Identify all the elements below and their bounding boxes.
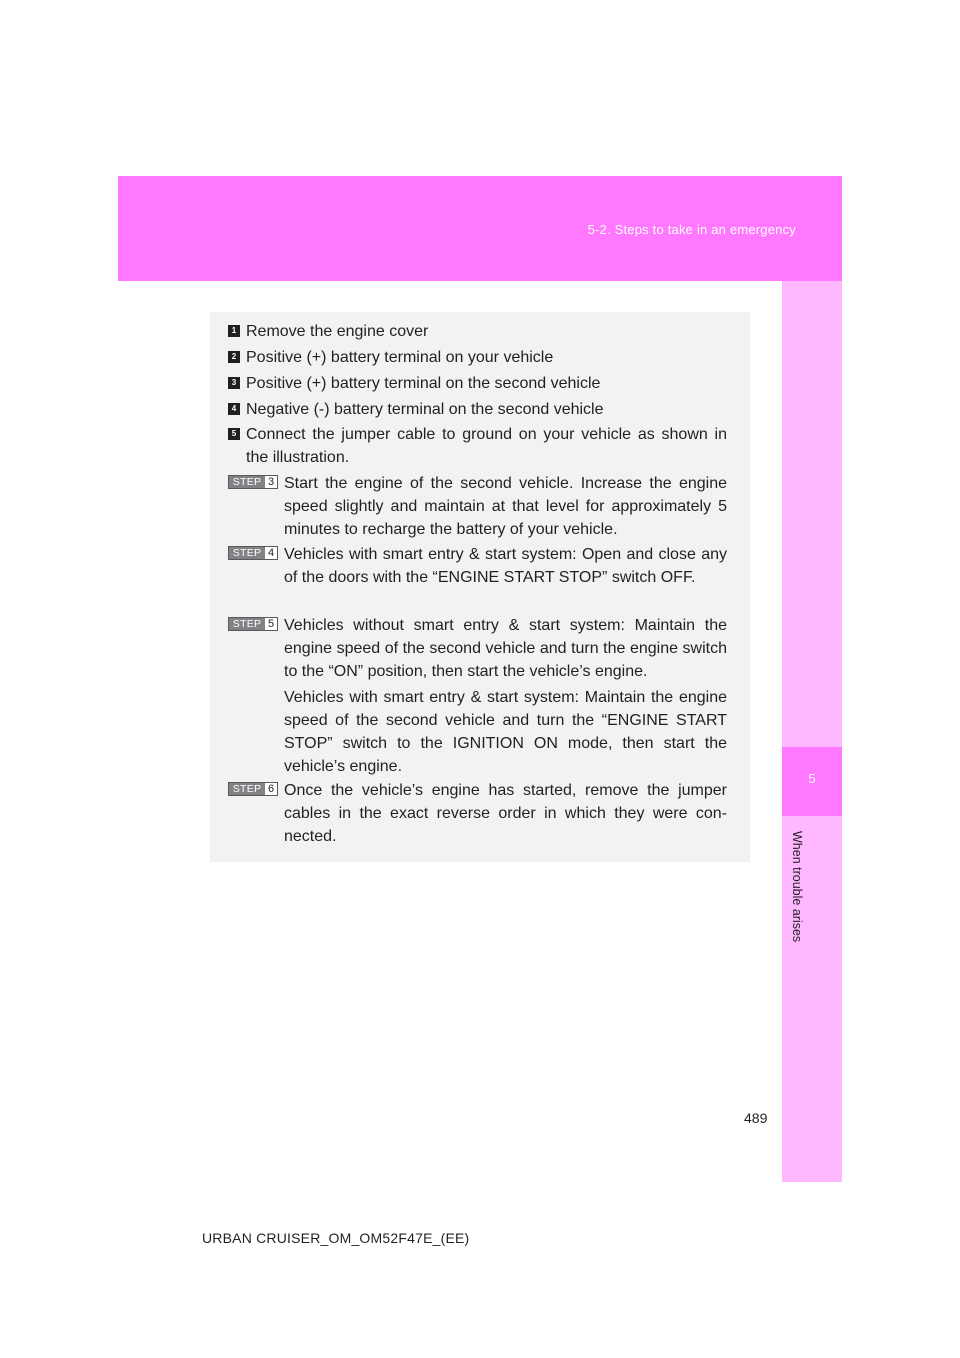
step-text: Once the vehicle’s engine has started, remove the jumper cables in the exact reverse order in which they were con-nected. xyxy=(284,782,727,845)
list-item xyxy=(228,398,727,421)
step-3 xyxy=(228,472,727,541)
page-number: 489 xyxy=(744,1110,768,1126)
section-title: 5-2. Steps to take in an emergency xyxy=(587,222,796,237)
step-text: Start the engine of the second vehicle. Increase the engine speed slightly and maintain at that level for approximately 5 minutes to recharge the battery of your vehicle. xyxy=(284,475,727,538)
step-badge xyxy=(228,475,278,489)
step-badge xyxy=(228,782,278,796)
number-badge: 4 xyxy=(228,403,240,415)
number-badge: 2 xyxy=(228,351,240,363)
chapter-number-box xyxy=(782,747,842,816)
step-label: STEP xyxy=(232,783,262,795)
step-label: STEP xyxy=(232,476,262,488)
item-text: Connect the jumper cable to ground on your vehicle as shown in the illustration. xyxy=(246,426,727,466)
step-5 xyxy=(228,614,727,778)
chapter-number: 5 xyxy=(808,771,816,786)
list-item xyxy=(228,372,727,395)
step-4 xyxy=(228,543,727,589)
step-label: STEP xyxy=(232,547,262,559)
document-code: URBAN CRUISER_OM_OM52F47E_(EE) xyxy=(202,1230,470,1246)
list-item xyxy=(228,320,727,343)
step-number: 5 xyxy=(265,618,277,630)
chapter-title: When trouble arises xyxy=(790,831,804,943)
step-badge xyxy=(228,546,278,560)
number-badge: 5 xyxy=(228,428,240,440)
list-item xyxy=(228,423,727,469)
number-badge: 1 xyxy=(228,325,240,337)
number-badge: 3 xyxy=(228,377,240,389)
step-text: Vehicles with smart entry & start system: Open and close any of the doors with the “ENGINE START STOP” switch OFF. xyxy=(284,546,727,586)
item-text: Remove the engine cover xyxy=(246,323,429,340)
item-text: Positive (+) battery terminal on the second vehicle xyxy=(246,375,601,392)
chapter-side-tab xyxy=(782,281,842,1182)
content-panel xyxy=(210,312,750,862)
step-label: STEP xyxy=(232,618,262,630)
step-text-secondary: Vehicles with smart entry & start system: Maintain the engine speed of the second vehicle and turn the “ENGINE START STOP” switch to the IGNITION ON mode, then start the vehicle’s engine. xyxy=(284,689,727,775)
header-band xyxy=(118,176,842,281)
step-6 xyxy=(228,779,727,848)
step-number: 6 xyxy=(265,783,277,795)
step-number: 4 xyxy=(265,547,277,559)
step-text: Vehicles without smart entry & start system: Maintain the engine speed of the second vehicle and turn the engine switch to the “ON” position, then start the vehicle’s engine. xyxy=(284,617,727,680)
step-number: 3 xyxy=(265,476,277,488)
list-item xyxy=(228,346,727,369)
step-badge xyxy=(228,617,278,631)
item-text: Negative (-) battery terminal on the second vehicle xyxy=(246,401,604,418)
item-text: Positive (+) battery terminal on your vehicle xyxy=(246,349,554,366)
